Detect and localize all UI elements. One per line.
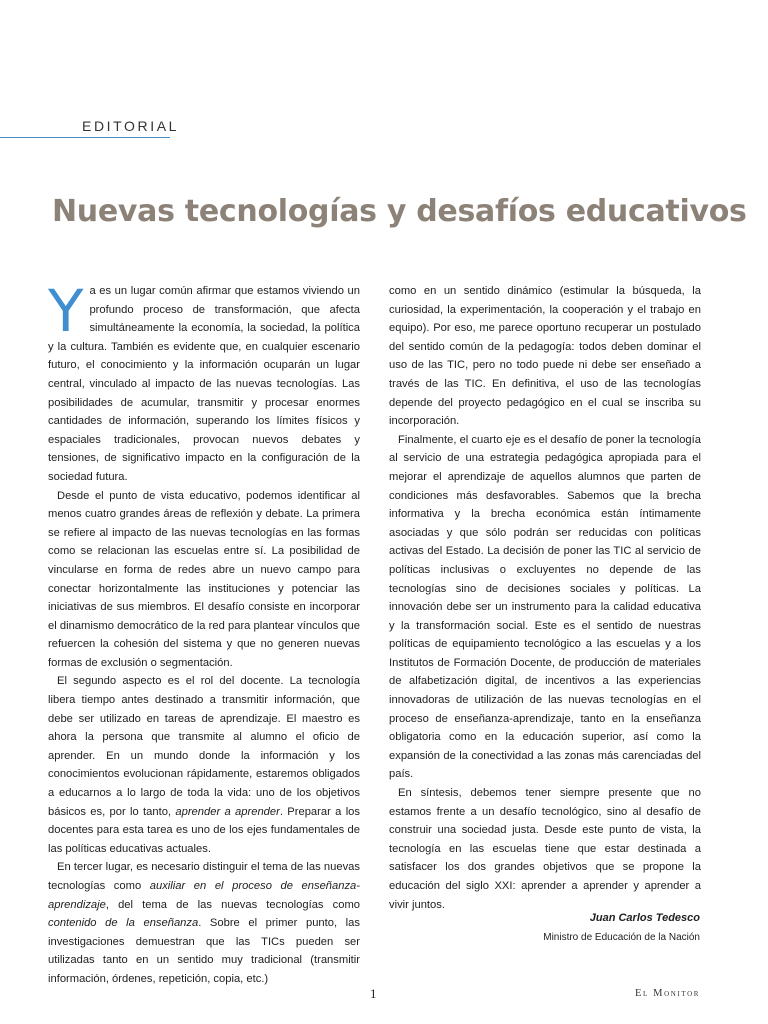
emphasis-text: auxiliar en el proceso de enseñanza-aprendizaje bbox=[48, 880, 360, 911]
author-name: Juan Carlos Tedesco bbox=[589, 912, 700, 924]
author-role: Ministro de Educación de la Nación bbox=[543, 932, 700, 943]
article-column-left bbox=[48, 277, 360, 989]
section-label: EDITORIAL bbox=[82, 118, 180, 134]
article-column-right bbox=[389, 282, 701, 914]
paragraph bbox=[48, 277, 360, 487]
paragraph: Finalmente, el cuarto eje es el desafío de poner la tecnología al servicio de una estrategia pedagógica apropiada para el mejorar el aprendizaje de aquellos alumnos que parten de condiciones más desfavorables. Sabemos que la brecha informativa y la brecha económica están íntimamente asociadas y que sólo podrán ser reducidas con políticas activas del Estado. La decisión de poner las TIC al servicio de políticas inclusivas o excluyentes no depende de las tecnologías sino de decisiones sociales y políticas. La innovación debe ser un instrumento para la calidad educativa y la transformación social. Este es el sentido de nuestras políticas de equipamiento tecnológico a las escuelas y a los Institutos de Formación Docente, de producción de materiales de alfabetización digital, de incentivos a las experiencias innovadoras de utilización de las nuevas tecnologías en el proceso de enseñanza-aprendizaje, tanto en la enseñanza obligatoria como en la educación superior, así como la expansión de la conectividad a las zonas más carenciadas del país. bbox=[389, 433, 701, 781]
signature-block bbox=[543, 908, 700, 948]
emphasis-text: contenido de la enseñanza bbox=[48, 917, 199, 930]
paragraph bbox=[48, 672, 360, 858]
paragraph bbox=[48, 858, 360, 988]
drop-cap: Y bbox=[48, 277, 84, 345]
paragraph: como en un sentido dinámico (estimular la búsqueda, la curiosidad, la experimentación, la cooperación y el trabajo en equipo). Por eso, me parece oportuno recuperar un postulado del sentido común de la pedagogía: todos deben dominar el uso de las TIC, pero no todo puede ni debe ser enseñado a través de las TIC. En definitiva, el uso de las tecnologías depende del proyecto pedagógico en el cual se inscriba su incorporación. bbox=[389, 285, 701, 428]
paragraph-text: a es un lugar común afirmar que estamos viviendo un profundo proceso de transformación, que afecta simultáneamente la economía, la sociedad, la política y la cultura. También es evidente que, en cualquier escenario futuro, el conocimiento y la información ocuparán un lugar central, vinculado al impacto de las nuevas tecnologías. Las posibilidades de acumular, transmitir y procesar enormes cantidades de información, superando los límites físicos y espaciales tradicionales, provocan nuevos debates y tensiones, de significativo impacto en la configuración de la sociedad futura. bbox=[48, 285, 360, 483]
paragraph-text: En tercer lugar, es necesario distinguir el tema de las nuevas tecnologías como bbox=[48, 861, 360, 892]
article-title: Nuevas tecnologías y desafíos educativos bbox=[52, 194, 747, 229]
emphasis-text: aprender a aprender bbox=[175, 805, 280, 818]
section-divider bbox=[0, 137, 170, 138]
publication-name: El Monitor bbox=[635, 988, 700, 999]
paragraph: En síntesis, debemos tener siempre presente que no estamos frente a un desafío tecnológico, sino al desafío de construir una sociedad justa. Desde este punto de vista, la tecnología en las escuelas tiene que estar destinada a satisfacer los dos grandes objetivos que se propone la educación del siglo XXI: aprender a aprender y aprender a vivir juntos. bbox=[389, 787, 701, 911]
paragraph-text: El segundo aspecto es el rol del docente. La tecnología libera tiempo antes destinado a transmitir información, que debe ser utilizado en tareas de aprendizaje. El maestro es ahora la persona que transmite al alumno el oficio de aprender. En un mundo donde la información y los conocimientos evolucionan rápidamente, estaremos obligados a educarnos a lo largo de toda la vida: uno de los objetivos básicos es, por lo tanto, bbox=[48, 675, 360, 818]
paragraph-text: . Sobre el primer punto, las investigaciones demuestran que las TICs pueden ser utilizadas tanto en un sentido muy tradicional (transmitir información, órdenes, repetición, copia, etc.) bbox=[48, 917, 360, 985]
page-number: 1 bbox=[370, 986, 377, 1001]
paragraph: Desde el punto de vista educativo, podemos identificar al menos cuatro grandes áreas de reflexión y debate. La primera se refiere al impacto de las nuevas tecnologías en las formas como se relacionan las escuelas entre sí. La posibilidad de vincularse en forma de redes abre un nuevo campo para conectar horizontalmente las instituciones y potenciar las iniciativas de sus miembros. El desafío consiste en incorporar el dinamismo democrático de la red para plantear vínculos que refuercen la cohesión del sistema y que no generen nuevas formas de exclusión o segmentación. bbox=[48, 489, 360, 669]
paragraph-text: , del tema de las nuevas tecnologías como bbox=[105, 898, 360, 911]
paragraph-text: . Preparar a los docentes para esta tarea es uno de los ejes fundamentales de las políticas educativas actuales. bbox=[48, 805, 360, 855]
